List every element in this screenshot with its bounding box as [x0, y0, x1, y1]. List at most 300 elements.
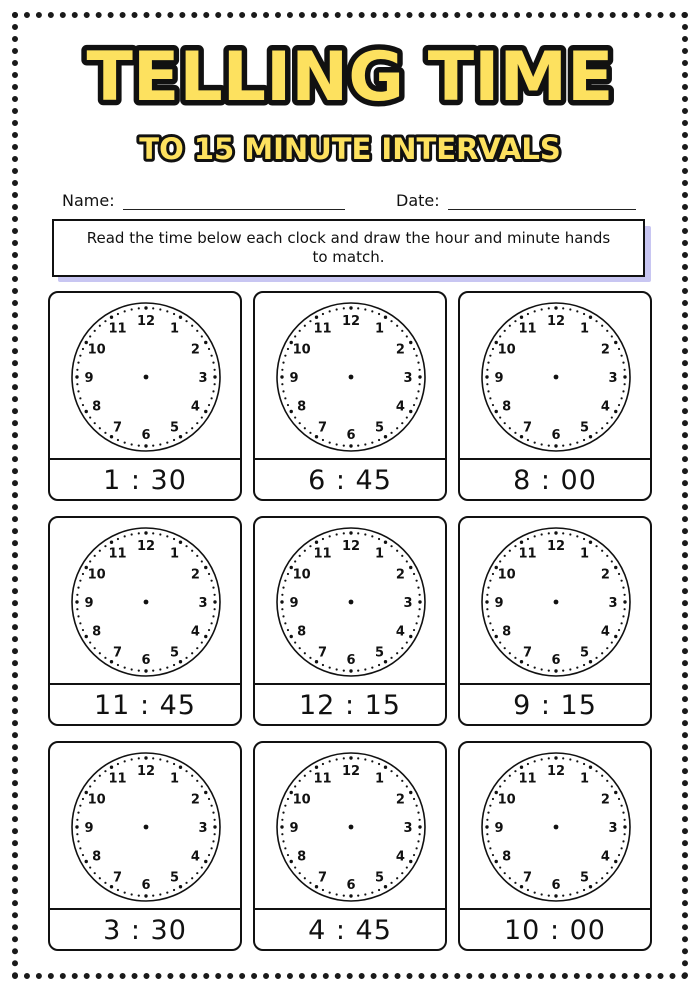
minute-tick	[396, 652, 398, 654]
minute-tick	[309, 770, 311, 772]
minute-tick	[281, 819, 283, 821]
minute-tick	[281, 369, 283, 371]
minute-tick	[212, 615, 214, 617]
clock-hour-number: 3	[198, 596, 208, 611]
minute-tick	[173, 313, 175, 315]
minute-tick	[315, 660, 318, 663]
minute-tick	[499, 641, 501, 643]
minute-tick	[492, 798, 494, 800]
clock-hour-number: 3	[403, 596, 413, 611]
minute-tick	[562, 445, 564, 447]
minute-tick	[509, 877, 511, 879]
clock-hour-number: 11	[108, 771, 127, 787]
minute-tick	[299, 555, 301, 557]
minute-tick	[124, 892, 126, 894]
clock-hour-number: 4	[395, 849, 405, 865]
minute-tick	[138, 307, 140, 309]
name-input-line[interactable]	[123, 191, 345, 210]
minute-tick	[104, 545, 106, 547]
minute-tick	[413, 348, 415, 350]
minute-tick	[208, 348, 210, 350]
clock-center-dot	[554, 825, 559, 830]
minute-tick	[166, 760, 168, 762]
clock-hour-number: 11	[108, 321, 127, 337]
minute-tick	[179, 541, 182, 544]
clock-hour-number: 1	[579, 771, 590, 787]
date-input-line[interactable]	[448, 191, 636, 210]
minute-tick	[79, 355, 81, 357]
minute-tick	[117, 763, 119, 765]
minute-tick	[152, 757, 154, 759]
minute-tick	[492, 404, 494, 406]
minute-tick	[191, 652, 193, 654]
clock-hour-number: 2	[190, 792, 200, 808]
clock-hour-number: 7	[317, 645, 328, 661]
minute-tick	[487, 615, 489, 617]
minute-tick	[576, 667, 578, 669]
minute-tick	[110, 766, 113, 769]
minute-tick	[601, 550, 603, 552]
minute-tick	[554, 444, 557, 447]
minute-tick	[152, 895, 154, 897]
clock-hour-number: 7	[522, 645, 533, 661]
minute-tick	[413, 573, 415, 575]
minute-tick	[166, 667, 168, 669]
minute-tick	[486, 369, 488, 371]
minute-tick	[487, 812, 489, 814]
minute-tick	[208, 854, 210, 856]
clock-hour-number: 7	[522, 420, 533, 436]
minute-tick	[208, 629, 210, 631]
clock-face[interactable]	[70, 301, 222, 453]
minute-tick	[548, 307, 550, 309]
clock-hour-number: 6	[346, 428, 356, 443]
clock-hour-number: 4	[190, 624, 200, 640]
minute-tick	[79, 622, 81, 624]
minute-tick	[282, 390, 284, 392]
minute-tick	[499, 785, 501, 787]
minute-tick	[583, 313, 585, 315]
minute-tick	[208, 404, 210, 406]
minute-tick	[396, 775, 398, 777]
minute-tick	[418, 600, 421, 603]
minute-tick	[309, 657, 311, 659]
clock-hour-number: 6	[551, 653, 561, 668]
minute-tick	[159, 668, 161, 670]
minute-tick	[418, 825, 421, 828]
minute-tick	[401, 422, 403, 424]
minute-tick	[85, 860, 88, 863]
minute-tick	[378, 439, 380, 441]
minute-tick	[104, 432, 106, 434]
minute-tick	[489, 580, 491, 582]
minute-tick	[576, 535, 578, 537]
minute-tick	[77, 615, 79, 617]
minute-tick	[401, 647, 403, 649]
clock-hour-number: 9	[289, 371, 299, 386]
clock-hour-number: 2	[395, 342, 405, 358]
clock-hour-number: 2	[395, 567, 405, 583]
clock-hour-number: 4	[395, 624, 405, 640]
minute-tick	[489, 622, 491, 624]
minute-tick	[595, 545, 597, 547]
minute-tick	[419, 383, 421, 385]
clock-hour-number: 11	[313, 546, 332, 562]
minute-tick	[489, 355, 491, 357]
clock-hour-number: 1	[374, 546, 385, 562]
clock-hour-number: 7	[522, 870, 533, 886]
clock-hour-number: 2	[600, 567, 610, 583]
minute-tick	[212, 362, 214, 364]
date-label: Date:	[396, 191, 440, 210]
minute-tick	[611, 416, 613, 418]
minute-tick	[419, 369, 421, 371]
minute-tick	[419, 819, 421, 821]
minute-tick	[622, 840, 624, 842]
minute-tick	[77, 812, 79, 814]
minute-tick	[76, 819, 78, 821]
instructions-box	[52, 219, 645, 277]
clock-face[interactable]	[275, 526, 427, 678]
minute-tick	[304, 550, 306, 552]
clock-card	[48, 741, 242, 951]
clock-hour-number: 12	[136, 764, 156, 779]
minute-tick	[287, 404, 289, 406]
clock-face[interactable]	[480, 301, 632, 453]
minute-tick	[548, 670, 550, 672]
minute-tick	[364, 758, 366, 760]
minute-tick	[284, 397, 286, 399]
minute-tick	[191, 325, 193, 327]
minute-tick	[487, 587, 489, 589]
minute-tick	[618, 573, 620, 575]
minute-tick	[299, 647, 301, 649]
minute-tick	[94, 555, 96, 557]
clock-hour-number: 1	[374, 321, 385, 337]
minute-tick	[212, 390, 214, 392]
minute-tick	[611, 560, 613, 562]
minute-tick	[212, 812, 214, 814]
minute-tick	[390, 432, 392, 434]
clock-hour-number: 1	[579, 321, 590, 337]
minute-tick	[94, 780, 96, 782]
clock-hour-number: 9	[289, 596, 299, 611]
clock-face[interactable]	[275, 301, 427, 453]
minute-tick	[623, 600, 626, 603]
minute-tick	[569, 893, 571, 895]
minute-tick	[548, 757, 550, 759]
minute-tick	[196, 647, 198, 649]
minute-tick	[343, 445, 345, 447]
minute-tick	[104, 320, 106, 322]
minute-tick	[281, 608, 283, 610]
clock-hour-number: 12	[136, 539, 156, 554]
minute-tick	[336, 758, 338, 760]
minute-tick	[520, 660, 523, 663]
minute-tick	[357, 445, 359, 447]
minute-tick	[309, 545, 311, 547]
clock-center-dot	[554, 375, 559, 380]
clock-card	[253, 516, 447, 726]
clock-hour-number: 10	[292, 792, 311, 808]
minute-tick	[76, 594, 78, 596]
minute-tick	[144, 444, 147, 447]
instructions-text: Read the time below each clock and draw the hour and minute hands to match.	[86, 229, 611, 266]
clock-hour-number: 3	[198, 371, 208, 386]
minute-tick	[621, 355, 623, 357]
minute-tick	[322, 664, 324, 666]
minute-tick	[214, 833, 216, 835]
minute-tick	[504, 872, 506, 874]
minute-tick	[166, 892, 168, 894]
minute-tick	[409, 791, 412, 794]
minute-tick	[396, 325, 398, 327]
minute-tick	[287, 348, 289, 350]
minute-tick	[486, 383, 488, 385]
minute-tick	[601, 775, 603, 777]
minute-tick	[541, 758, 543, 760]
minute-tick	[357, 532, 359, 534]
name-field	[62, 186, 345, 210]
clock-hour-number: 4	[395, 399, 405, 415]
minute-tick	[621, 580, 623, 582]
minute-tick	[110, 316, 113, 319]
minute-tick	[520, 885, 523, 888]
minute-tick	[618, 348, 620, 350]
minute-tick	[77, 840, 79, 842]
minute-tick	[364, 308, 366, 310]
minute-tick	[208, 573, 210, 575]
minute-tick	[280, 825, 283, 828]
clock-face[interactable]	[70, 526, 222, 678]
clock-hour-number: 4	[190, 399, 200, 415]
minute-tick	[554, 669, 557, 672]
minute-tick	[504, 422, 506, 424]
minute-tick	[485, 375, 488, 378]
minute-tick	[396, 427, 398, 429]
minute-tick	[614, 860, 617, 863]
minute-tick	[621, 805, 623, 807]
clock-hour-number: 6	[551, 878, 561, 893]
minute-tick	[390, 882, 392, 884]
clock-hour-number: 1	[374, 771, 385, 787]
minute-tick	[390, 545, 392, 547]
minute-tick	[492, 854, 494, 856]
minute-tick	[201, 560, 203, 562]
minute-tick	[124, 667, 126, 669]
minute-tick	[583, 889, 585, 891]
minute-tick	[378, 538, 380, 540]
minute-tick	[99, 550, 101, 552]
minute-tick	[343, 670, 345, 672]
clock-hour-number: 4	[600, 399, 610, 415]
minute-tick	[322, 439, 324, 441]
clock-hour-number: 8	[92, 624, 102, 640]
clock-hour-number: 2	[600, 792, 610, 808]
minute-tick	[485, 600, 488, 603]
minute-tick	[409, 635, 412, 638]
minute-tick	[527, 889, 529, 891]
clock-hour-number: 8	[92, 849, 102, 865]
minute-tick	[117, 889, 119, 891]
minute-tick	[131, 668, 133, 670]
clock-time-label: 12 : 15	[299, 689, 401, 721]
minute-tick	[304, 877, 306, 879]
minute-tick	[589, 766, 592, 769]
minute-tick	[138, 670, 140, 672]
minute-tick	[166, 442, 168, 444]
minute-tick	[371, 667, 373, 669]
minute-tick	[329, 667, 331, 669]
minute-tick	[179, 885, 182, 888]
minute-tick	[614, 791, 617, 794]
minute-tick	[413, 404, 415, 406]
minute-tick	[413, 854, 415, 856]
clock-face[interactable]	[480, 751, 632, 903]
minute-tick	[75, 375, 78, 378]
minute-tick	[364, 893, 366, 895]
minute-tick	[349, 531, 352, 534]
card-divider	[255, 908, 445, 910]
minute-tick	[495, 860, 498, 863]
clock-hour-number: 8	[297, 849, 307, 865]
minute-tick	[294, 866, 296, 868]
minute-tick	[487, 390, 489, 392]
minute-tick	[179, 766, 182, 769]
clock-face[interactable]	[275, 751, 427, 903]
minute-tick	[514, 320, 516, 322]
minute-tick	[413, 629, 415, 631]
minute-tick	[282, 615, 284, 617]
minute-tick	[624, 383, 626, 385]
clock-hour-number: 5	[579, 870, 590, 886]
minute-tick	[185, 545, 187, 547]
minute-tick	[624, 819, 626, 821]
minute-tick	[304, 775, 306, 777]
minute-tick	[294, 785, 296, 787]
minute-tick	[504, 647, 506, 649]
minute-tick	[284, 580, 286, 582]
clock-face[interactable]	[480, 526, 632, 678]
minute-tick	[349, 444, 352, 447]
worksheet-header	[0, 20, 700, 180]
minute-tick	[315, 766, 318, 769]
minute-tick	[309, 432, 311, 434]
clock-hour-number: 5	[374, 420, 385, 436]
minute-tick	[196, 555, 198, 557]
minute-tick	[371, 760, 373, 762]
minute-tick	[589, 660, 592, 663]
minute-tick	[131, 443, 133, 445]
minute-tick	[541, 893, 543, 895]
minute-tick	[504, 555, 506, 557]
minute-tick	[378, 313, 380, 315]
minute-tick	[514, 657, 516, 659]
minute-tick	[281, 383, 283, 385]
card-divider	[460, 683, 650, 685]
clock-hour-number: 4	[600, 849, 610, 865]
minute-tick	[569, 758, 571, 760]
minute-tick	[304, 652, 306, 654]
clock-face[interactable]	[70, 751, 222, 903]
minute-tick	[94, 872, 96, 874]
clock-hour-number: 3	[608, 371, 618, 386]
minute-tick	[486, 594, 488, 596]
minute-tick	[287, 573, 289, 575]
clock-hour-number: 10	[87, 567, 106, 583]
minute-tick	[76, 383, 78, 385]
clock-hour-number: 12	[341, 314, 361, 329]
minute-tick	[520, 316, 523, 319]
minute-tick	[406, 785, 408, 787]
minute-tick	[534, 892, 536, 894]
minute-tick	[290, 635, 293, 638]
minute-tick	[82, 629, 84, 631]
clock-hour-number: 10	[497, 342, 516, 358]
minute-tick	[82, 854, 84, 856]
minute-tick	[520, 435, 523, 438]
minute-tick	[144, 669, 147, 672]
minute-tick	[562, 895, 564, 897]
minute-tick	[618, 629, 620, 631]
minute-tick	[541, 668, 543, 670]
minute-tick	[185, 320, 187, 322]
minute-tick	[527, 763, 529, 765]
minute-tick	[159, 533, 161, 535]
minute-tick	[191, 877, 193, 879]
minute-tick	[371, 535, 373, 537]
clock-hour-number: 1	[169, 321, 180, 337]
minute-tick	[290, 860, 293, 863]
minute-tick	[589, 316, 592, 319]
minute-tick	[509, 325, 511, 327]
minute-tick	[595, 770, 597, 772]
minute-tick	[336, 443, 338, 445]
minute-tick	[520, 541, 523, 544]
minute-tick	[152, 532, 154, 534]
minute-tick	[322, 889, 324, 891]
minute-tick	[201, 335, 203, 337]
minute-tick	[416, 355, 418, 357]
clock-hour-number: 3	[403, 371, 413, 386]
minute-tick	[583, 538, 585, 540]
clock-hour-number: 8	[502, 849, 512, 865]
clock-hour-number: 11	[518, 771, 537, 787]
minute-tick	[562, 307, 564, 309]
minute-tick	[99, 427, 101, 429]
minute-tick	[406, 641, 408, 643]
minute-tick	[336, 893, 338, 895]
minute-tick	[152, 307, 154, 309]
minute-tick	[419, 833, 421, 835]
minute-tick	[499, 416, 501, 418]
minute-tick	[336, 668, 338, 670]
minute-tick	[601, 325, 603, 327]
minute-tick	[144, 756, 147, 759]
minute-tick	[378, 889, 380, 891]
clock-time-label: 9 : 15	[513, 689, 597, 721]
clock-hour-number: 5	[169, 870, 180, 886]
minute-tick	[622, 390, 624, 392]
minute-tick	[618, 798, 620, 800]
minute-tick	[94, 330, 96, 332]
minute-tick	[124, 535, 126, 537]
minute-tick	[131, 893, 133, 895]
minute-tick	[384, 541, 387, 544]
minute-tick	[191, 775, 193, 777]
clock-hour-number: 10	[292, 567, 311, 583]
minute-tick	[213, 825, 216, 828]
